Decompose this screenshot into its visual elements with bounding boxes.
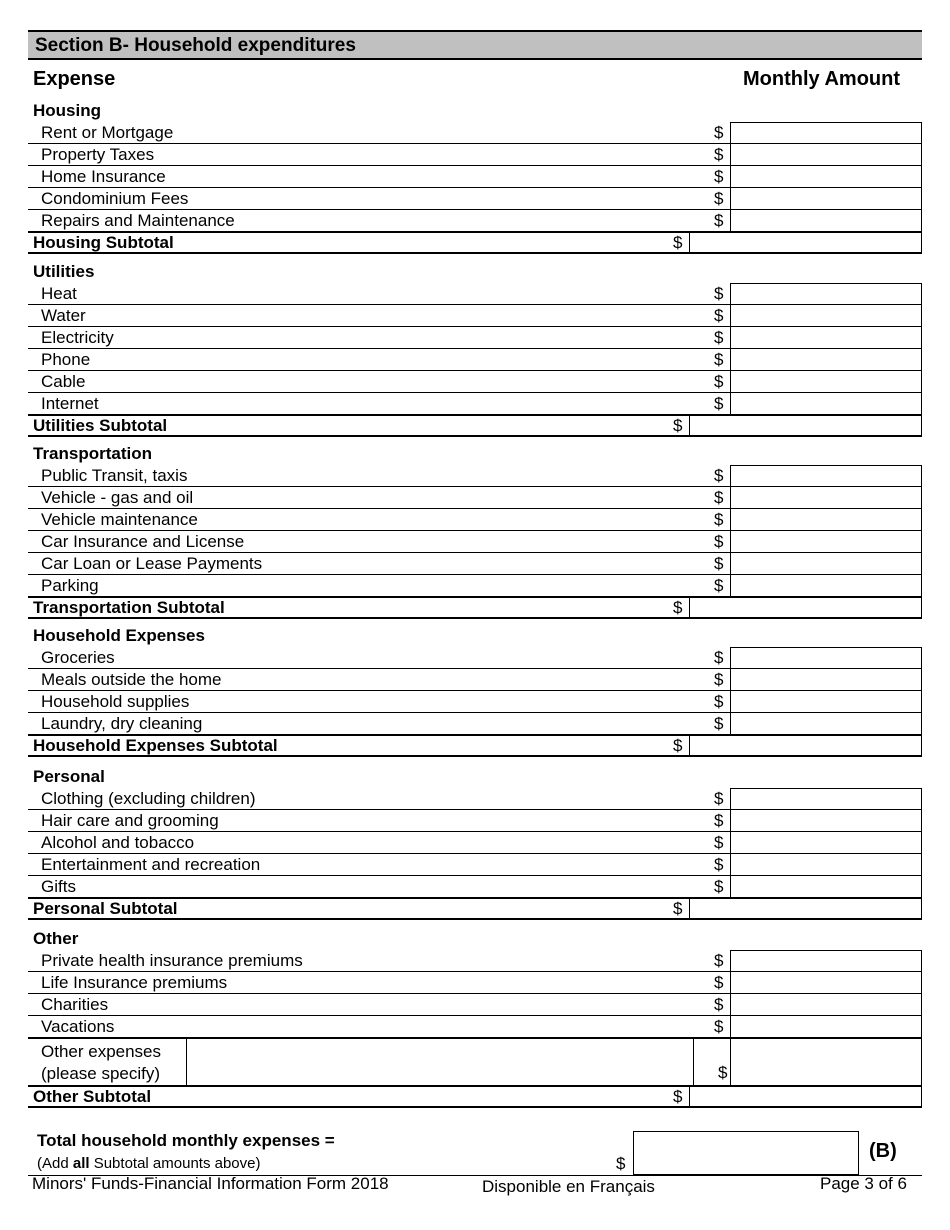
amount-field[interactable] [730, 691, 922, 712]
dollar-sign: $ [714, 510, 724, 529]
subtotal-row [28, 898, 922, 920]
amount-field[interactable] [730, 575, 922, 596]
expense-row [28, 305, 922, 327]
total-dollar-sign: $ [616, 1154, 626, 1173]
other-expenses-row [28, 1038, 922, 1086]
total-amount-field[interactable] [633, 1131, 859, 1175]
group-title: Transportation [33, 444, 153, 463]
expense-row [28, 531, 922, 553]
amount-field[interactable] [730, 509, 922, 530]
dollar-sign: $ [714, 576, 724, 595]
group-title: Household Expenses [33, 626, 205, 645]
expense-row [28, 283, 922, 305]
dollar-sign: $ [673, 1087, 683, 1106]
footer-language-note: Disponible en Français [482, 1177, 655, 1196]
subtotal-row [28, 597, 922, 619]
subtotal-label: Other Subtotal [33, 1087, 152, 1106]
subtotal-amount-field[interactable] [689, 1086, 922, 1108]
dollar-sign: $ [714, 488, 724, 507]
amount-field[interactable] [730, 950, 922, 971]
dollar-sign: $ [714, 394, 724, 413]
total-note: (Add all Subtotal amounts above) [37, 1155, 261, 1172]
other-expenses-specify-field[interactable] [186, 1039, 694, 1086]
dollar-sign: $ [714, 211, 724, 230]
footer-page-number: Page 3 of 6 [820, 1174, 907, 1193]
expense-row [28, 788, 922, 810]
group-3 [28, 625, 922, 757]
amount-field[interactable] [730, 810, 922, 831]
expense-row [28, 994, 922, 1016]
dollar-sign: $ [714, 973, 724, 992]
expense-row [28, 575, 922, 597]
dollar-sign: $ [714, 692, 724, 711]
amount-field[interactable] [730, 1039, 922, 1086]
dollar-sign: $ [714, 328, 724, 347]
subtotal-amount-field[interactable] [689, 898, 922, 920]
expense-label: Clothing (excluding children) [41, 789, 256, 808]
section-header [28, 30, 922, 60]
subtotal-label: Transportation Subtotal [33, 598, 225, 617]
expense-row [28, 713, 922, 735]
subtotal-row [28, 1086, 922, 1108]
expense-label: Car Loan or Lease Payments [41, 554, 263, 573]
expense-label: Gifts [41, 877, 76, 896]
amount-field[interactable] [730, 669, 922, 690]
expense-row [28, 832, 922, 854]
amount-field[interactable] [730, 487, 922, 508]
dollar-sign: $ [714, 350, 724, 369]
expense-row [28, 972, 922, 994]
expense-label: Property Taxes [41, 145, 155, 164]
dollar-sign: $ [714, 855, 724, 874]
expense-label: Household supplies [41, 692, 190, 711]
amount-field[interactable] [730, 210, 922, 231]
subtotal-label: Personal Subtotal [33, 899, 178, 918]
section-title: Section B- Household expenditures [35, 35, 356, 56]
dollar-sign: $ [673, 233, 683, 252]
footer-form-name: Minors' Funds-Financial Information Form 2018 [32, 1174, 389, 1193]
expense-row [28, 509, 922, 531]
total-title: Total household monthly expenses = [37, 1131, 335, 1150]
group-title: Personal [33, 767, 105, 786]
subtotal-amount-field[interactable] [689, 415, 922, 437]
expense-row [28, 1016, 922, 1038]
expense-row [28, 647, 922, 669]
expense-row [28, 210, 922, 232]
expense-label: Alcohol and tobacco [41, 833, 195, 852]
dollar-sign: $ [714, 811, 724, 830]
expense-row [28, 122, 922, 144]
dollar-sign: $ [714, 284, 724, 303]
amount-field[interactable] [730, 876, 922, 897]
dollar-sign: $ [714, 995, 724, 1014]
dollar-sign: $ [718, 1063, 728, 1082]
expense-label: Vehicle maintenance [41, 510, 198, 529]
subtotal-label: Housing Subtotal [33, 233, 174, 252]
dollar-sign: $ [714, 167, 724, 186]
subtotal-amount-field[interactable] [689, 232, 922, 254]
group-title: Housing [33, 101, 101, 120]
dollar-sign: $ [714, 789, 724, 808]
amount-field[interactable] [730, 371, 922, 392]
amount-field[interactable] [730, 305, 922, 326]
dollar-sign: $ [714, 951, 724, 970]
subtotal-row [28, 735, 922, 757]
amount-field[interactable] [730, 972, 922, 993]
expense-row [28, 349, 922, 371]
expense-label: Vehicle - gas and oil [41, 488, 194, 507]
group-4 [28, 766, 922, 920]
expense-label: Public Transit, taxis [41, 466, 188, 485]
expense-label: Entertainment and recreation [41, 855, 261, 874]
expense-label: Repairs and Maintenance [41, 211, 235, 230]
amount-field[interactable] [730, 122, 922, 143]
expense-label: Heat [41, 284, 77, 303]
expense-row [28, 188, 922, 210]
expense-row [28, 166, 922, 188]
expense-label: Rent or Mortgage [41, 123, 174, 142]
group-1 [28, 261, 922, 437]
expense-row [28, 669, 922, 691]
expense-row [28, 810, 922, 832]
group-title: Other [33, 929, 79, 948]
amount-field[interactable] [730, 327, 922, 348]
amount-field[interactable] [730, 647, 922, 668]
expense-row [28, 465, 922, 487]
group-5 [28, 928, 922, 1108]
expense-row [28, 950, 922, 972]
expense-row [28, 691, 922, 713]
group-0 [28, 100, 922, 254]
expense-label: Home Insurance [41, 167, 166, 186]
expense-label: Charities [41, 995, 109, 1014]
amount-field[interactable] [730, 1016, 922, 1037]
expense-label: Vacations [41, 1017, 115, 1036]
dollar-sign: $ [714, 372, 724, 391]
amount-field[interactable] [730, 393, 922, 414]
expense-label: Life Insurance premiums [41, 973, 228, 992]
expense-label: Car Insurance and License [41, 532, 245, 551]
dollar-sign: $ [714, 670, 724, 689]
dollar-sign: $ [714, 123, 724, 142]
expense-label: Parking [41, 576, 99, 595]
monthly-amount-column-header: Monthly Amount [743, 68, 901, 90]
dollar-sign: $ [673, 416, 683, 435]
subtotal-label: Utilities Subtotal [33, 416, 168, 435]
dollar-sign: $ [673, 736, 683, 755]
expense-row [28, 144, 922, 166]
expense-label: Private health insurance premiums [41, 951, 303, 970]
amount-field[interactable] [730, 349, 922, 370]
amount-field[interactable] [730, 531, 922, 552]
amount-field[interactable] [730, 713, 922, 734]
expense-row [28, 393, 922, 415]
dollar-sign: $ [673, 598, 683, 617]
subtotal-row [28, 232, 922, 254]
dollar-sign: $ [714, 648, 724, 667]
dollar-sign: $ [714, 145, 724, 164]
dollar-sign: $ [673, 899, 683, 918]
other-expenses-label: Other expenses (please specify) [41, 1042, 162, 1083]
amount-field[interactable] [730, 832, 922, 853]
amount-field[interactable] [730, 994, 922, 1015]
dollar-sign: $ [714, 466, 724, 485]
expense-label: Cable [41, 372, 86, 391]
expense-row [28, 553, 922, 575]
total-mark: (B) [869, 1140, 897, 1162]
amount-field[interactable] [730, 788, 922, 809]
amount-field[interactable] [730, 144, 922, 165]
expense-column-header: Expense [33, 68, 116, 90]
expense-label: Water [41, 306, 86, 325]
expense-label: Meals outside the home [41, 670, 222, 689]
dollar-sign: $ [714, 189, 724, 208]
dollar-sign: $ [714, 306, 724, 325]
subtotal-row [28, 415, 922, 437]
expense-label: Laundry, dry cleaning [41, 714, 203, 733]
expense-label: Electricity [41, 328, 114, 347]
expense-row [28, 854, 922, 876]
dollar-sign: $ [714, 714, 724, 733]
expense-row [28, 876, 922, 898]
expense-row [28, 327, 922, 349]
dollar-sign: $ [714, 532, 724, 551]
dollar-sign: $ [714, 833, 724, 852]
amount-field[interactable] [730, 283, 922, 304]
dollar-sign: $ [714, 1017, 724, 1036]
dollar-sign: $ [714, 554, 724, 573]
group-title: Utilities [33, 262, 95, 281]
expense-label: Hair care and grooming [41, 811, 219, 830]
expense-row [28, 487, 922, 509]
group-2 [28, 443, 922, 619]
subtotal-amount-field[interactable] [689, 597, 922, 619]
expense-label: Phone [41, 350, 91, 369]
expense-label: Internet [41, 394, 99, 413]
amount-field[interactable] [730, 553, 922, 574]
expense-row [28, 371, 922, 393]
expense-label: Condominium Fees [41, 189, 189, 208]
amount-field[interactable] [730, 465, 922, 486]
subtotal-label: Household Expenses Subtotal [33, 736, 278, 755]
amount-field[interactable] [730, 854, 922, 875]
expense-label: Groceries [41, 648, 115, 667]
amount-field[interactable] [730, 166, 922, 187]
amount-field[interactable] [730, 188, 922, 209]
subtotal-amount-field[interactable] [689, 735, 922, 757]
dollar-sign: $ [714, 877, 724, 896]
